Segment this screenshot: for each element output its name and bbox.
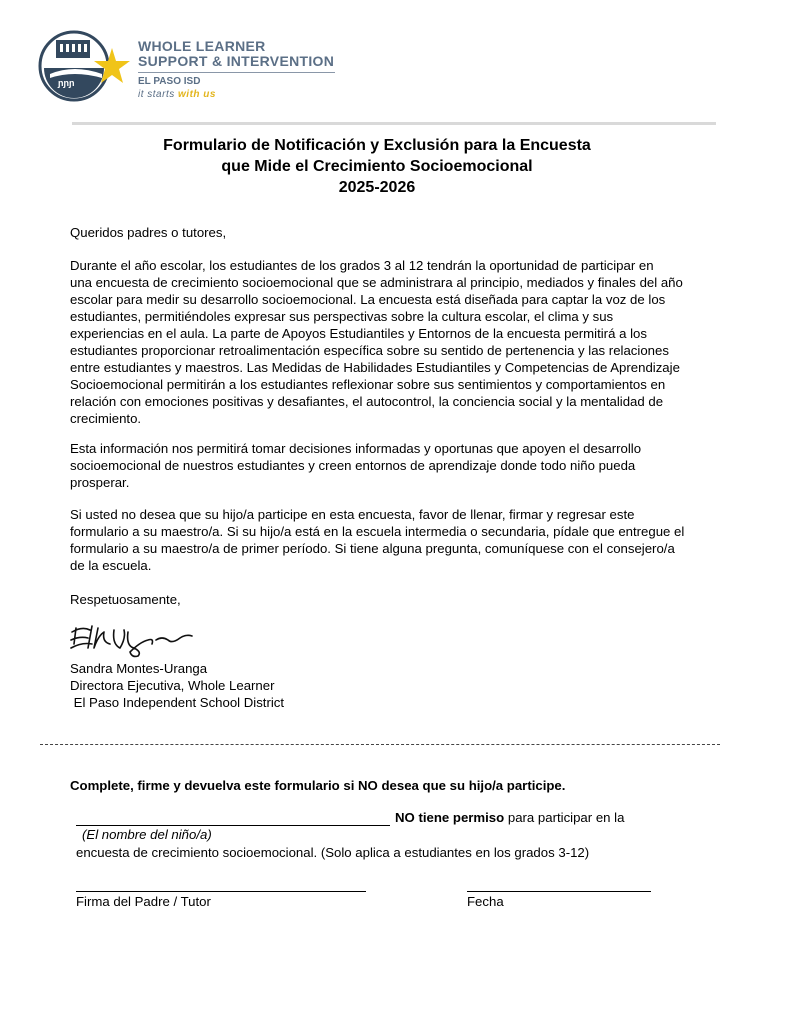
paragraph-line: crecimiento. bbox=[70, 411, 142, 426]
header-divider bbox=[72, 122, 716, 125]
paragraph-opt-out-instructions bbox=[70, 506, 760, 574]
paragraph-line: relación con emociones positivas y desafiantes, el autocontrol, la conciencia social y la mentalidad de bbox=[70, 394, 664, 409]
paragraph-line: Durante el año escolar, los estudiantes de los grados 3 al 12 tendrán la oportunidad de participar en bbox=[70, 258, 654, 273]
paragraph-line: socioemocional de nuestros estudiantes y creen entornos de aprendizaje donde todo niño pueda bbox=[70, 458, 636, 473]
parent-signature-label: Firma del Padre / Tutor bbox=[76, 894, 211, 909]
paragraph-line: estudiantes, permitiéndoles expresar sus perspectivas sobre la cultura escolar, el clima y sus bbox=[70, 309, 614, 324]
child-name-field[interactable] bbox=[76, 825, 390, 826]
signer-name: Sandra Montes-Uranga bbox=[70, 661, 208, 676]
whole-learner-logo bbox=[38, 28, 136, 104]
date-label: Fecha bbox=[467, 894, 504, 909]
district-name: EL PASO ISD bbox=[138, 76, 201, 87]
document-year: 2025-2026 bbox=[338, 179, 416, 196]
paragraph-line: estudiantes proporcionar retroalimentación específica sobre su sentido de pertenencia y las relaciones bbox=[70, 343, 669, 358]
date-field[interactable] bbox=[467, 891, 651, 892]
brand-name-line-1: WHOLE LEARNER bbox=[138, 38, 266, 54]
signer-organization: El Paso Independent School District bbox=[70, 695, 285, 710]
closing: Respetuosamente, bbox=[70, 592, 181, 607]
cut-line bbox=[40, 744, 720, 745]
svg-text:ɲɲɲ: ɲɲɲ bbox=[58, 78, 75, 88]
district-tagline bbox=[138, 89, 216, 100]
document-title-line-1: Formulario de Notificación y Exclusión para la Encuesta bbox=[163, 137, 591, 154]
no-permission-rest: para participar en la bbox=[504, 810, 625, 825]
tagline-accent: with us bbox=[178, 89, 216, 100]
paragraph-line: entre estudiantes y maestros. Las Medidas de Habilidades Estudiantiles y Competencias de Aprendizaje bbox=[70, 360, 680, 375]
paragraph-line: una encuesta de crecimiento socioemocional que se administrara al principio, mediados y finales del año bbox=[70, 275, 683, 290]
paragraph-line: Esta información nos permitirá tomar decisiones informadas y oportunas que apoyen el desarrollo bbox=[70, 441, 642, 456]
paragraph-purpose bbox=[70, 440, 760, 491]
paragraph-line: Socioemocional permitirán a los estudiantes reflexionar sobre sus sentimientos y comportamientos en bbox=[70, 377, 666, 392]
paragraph-line: experiencias en el aula. La parte de Apoyos Estudiantiles y Entornos de la encuesta permitirá a los bbox=[70, 326, 647, 341]
paragraph-line: escolar para medir su desarrollo socioemocional. La encuesta está diseñada para captar la voz de los bbox=[70, 292, 666, 307]
salutation: Queridos padres o tutores, bbox=[70, 225, 227, 240]
handwritten-signature bbox=[68, 618, 196, 658]
paragraph-line: prosperar. bbox=[70, 475, 130, 490]
tagline-prefix: it starts bbox=[138, 89, 175, 100]
signer-block bbox=[70, 660, 760, 711]
parent-signature-field[interactable] bbox=[76, 891, 366, 892]
brand-name-line-2: SUPPORT & INTERVENTION bbox=[138, 53, 335, 69]
no-permission-statement bbox=[395, 810, 624, 825]
form-instruction: Complete, firme y devuelva este formulario si NO desea que su hijo/a participe. bbox=[70, 778, 566, 793]
no-permission-bold: NO tiene permiso bbox=[395, 810, 505, 825]
survey-grade-note: encuesta de crecimiento socioemocional. (Solo aplica a estudiantes en los grados 3-12) bbox=[76, 845, 590, 860]
document-title-line-2: que Mide el Crecimiento Socioemocional bbox=[221, 158, 533, 175]
child-name-caption: (El nombre del niño/a) bbox=[82, 827, 212, 842]
paragraph-survey-description bbox=[70, 257, 760, 427]
paragraph-line: de la escuela. bbox=[70, 558, 152, 573]
brand-divider bbox=[138, 72, 335, 73]
paragraph-line: Si usted no desea que su hijo/a participe en esta encuesta, favor de llenar, firmar y regresar este bbox=[70, 507, 635, 522]
paragraph-line: formulario a su maestro/a. Si su hijo/a está en la escuela intermedia o secundaria, pídale que entregue el bbox=[70, 524, 685, 539]
paragraph-line: formulario a su maestro/a de primer período. Si tiene alguna pregunta, comuníquese con el consejero/a bbox=[70, 541, 675, 556]
signer-title: Directora Ejecutiva, Whole Learner bbox=[70, 678, 275, 693]
